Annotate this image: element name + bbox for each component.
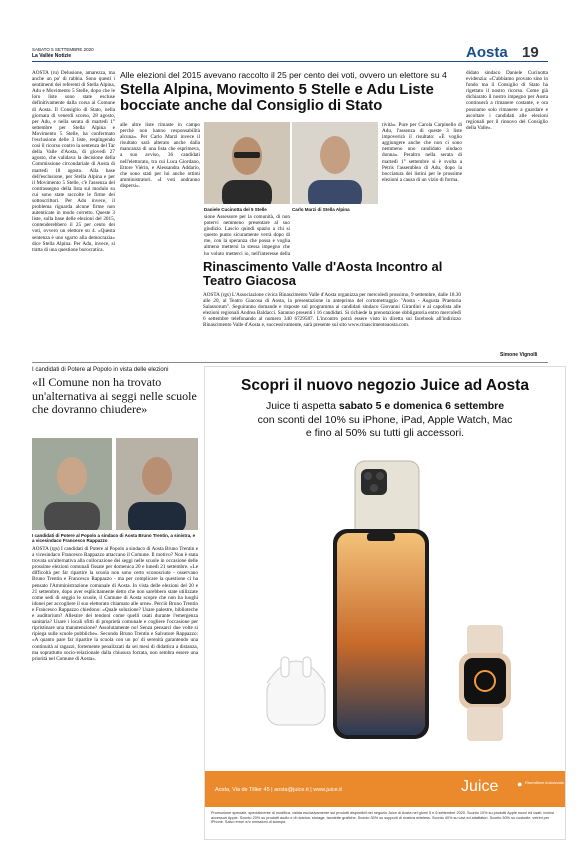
section-title: Aosta bbox=[466, 44, 508, 61]
photo-marzi bbox=[292, 122, 378, 204]
juice-advertisement[interactable] bbox=[204, 366, 566, 840]
ad-title: Scopri il nuovo negozio Juice ad Aosta bbox=[241, 377, 529, 394]
box-body: AOSTA (rgs) I candidati di Potere al Popolo a sindaco di Aosta Bruno Trentin e a vicesindaco Francesco Rappazzo attaccano il Comune. Il motivo? Non è stata trovata un'alternativa alla collocazione dei seggi nelle scuole in occasione delle prossime elezioni comunali fissate per domenica 20 e lunedì 21 settembre. «Le difficoltà per far ripartire la scuola non sono certo sconosciute - osservano Bruno Trentin e Francesco Rappazzo - ma per complicare la questione ci ha pensato l'Amministrazione comunale di Aosta. In vista delle elezioni del 20 e 21 settembre, dopo aver esplicitamente detto che non sarebbero state utilizzate come sedi di seggio le scuole, il Comune di Aosta scopre che non ha luoghi idonei per accogliere il suo elettorato chiamato alle urne». Perciò Bruno Trentin e Francesco Rappazzo chiedono: «Quale soluzione? Usare palestre, biblioteche e auditorium? Allestire dei tendoni come quelli usati durante l'emergenza sanitaria? Usare i locali sfitti di proprietà comunale e cogliere l'occasione per ripristinare una manutenzione? Assolutamente no! Senza pensarci due volte si ripiega sulle scuole pubbliche». Secondo Bruno Trentin e Salvatore Rappazzo: «A quanto pare far ripartire la scuola con un po' di serenità garantendo una continuità ai ragazzi, fortemente penalizzati da sei mesi di didattica a distanza, ma soprattutto socio-relazionale dalla chiusura forzata, non sembra essere una priorità nel Comune di Aosta». bbox=[32, 546, 198, 662]
apple-logo-icon: ● bbox=[517, 779, 523, 789]
portrait-icon bbox=[32, 438, 112, 530]
photo-caption-right: Carlo Marzi di Stella Alpina bbox=[292, 207, 350, 212]
main-col-3: sione Assessore per la comunità, di non potervi nemmeno presentare al suo giudizio. Lascio quindi spazio a chi si questo punto sicuramente verrà dopo di me, con la speranza che possa e voglia almeno mettersi la stessa impegno che ho voluto metterci io, nell'interesse della bbox=[204, 214, 290, 256]
ad-subtitle bbox=[205, 400, 565, 441]
main-col-5: didato sindaco Daniele Cucinotta evidenzia: «C'abbiamo provato sino in fondo ma il Consiglio di Stato ha rigettato il nostro ricorso. Come già dichiarato il nostro impegno per Aosta continuerà a rimanere costante, e ora possiamo solo rimanere a guardare e ascoltare i candidati alle elezioni regionali per il rinnovo del Consiglio della Valle». bbox=[466, 70, 548, 131]
ad-address[interactable]: Aosta, Via de Tillier 45 | aosta@juice.it | www.juice.it bbox=[215, 787, 342, 793]
main-kicker: Alle elezioni del 2015 avevano raccolto il 25 per cento dei voti, ovvero un elettore su 4 bbox=[120, 70, 447, 80]
airpods-icon bbox=[267, 657, 325, 725]
secondary-headline: Rinascimento Valle d'Aosta Incontro al Teatro Giacosa bbox=[203, 259, 443, 288]
iphone-icon bbox=[333, 529, 429, 739]
photo-cucinotta bbox=[204, 122, 290, 204]
photo-caption-left: Daniele Cucinotta del 5 Stelle bbox=[204, 207, 267, 212]
main-col-2: alle altre liste rimaste in campo perchè non hanno responsabilità alcuna». Per Carlo Marzi invece il risultato sarà alterato anche dalla mancanza di una lista che esprimeva, a suo avviso, 36 candidati nell'elettorato, tra cui Luca Giordano, Ettore Viérin, e Alessandra Addario, che sono stati per lui anche ottimi amministratori. «I voti andranno dispersi». bbox=[120, 122, 200, 189]
issue-date: SABATO 5 SETTEMBRE 2020 bbox=[32, 47, 94, 52]
ad-fineprint: Promozione speciale, specialmente di modifica, valida esclusivamente sui prodotti disponibili nel negozio Juice di Aosta nei giorni 5 e 6 settembre 2020. Sconto 10% su prodotti Apple nuovi ed usati, inclusi accessori Apple. Sconto 20% su prodotti audio e di ricarica, storage, tavolette grafiche. Sconto 30% su supporti di ricarica wireless. Sconto 40% su cavi ed adattatori. Sconto 50% su custodie, vetrini per iPhone. Salvo errori e/o omissioni di stampa. bbox=[211, 811, 554, 825]
secondary-body: AOSTA (rgs) L'Associazione civica Rinascimento Valle d'Aosta organizza per mercoledì prossimo, 9 settembre, dalle 18.30 alle 20, al Teatro Giacosa di Aosta, la presentazione in anteprima del cortometraggio "Aosta - Augusta Praetoria Salassorum". Seguiranno domande e risposte sul programma ai candidati sindaco Giovanni Girardini e al capolista alle elezioni regionali Andrea Baldacci. Saranno presenti i 16 candidati. Si richiede la prenotazione obbligatoria entro mercoledì 6 settembre telefonando al numero 340 6729587. L'incontro potrà essere visto in diretta sui facebook all'indirizzo Rinascimento Valle d'Aosta e, successivamente, sarà presente sul sito www.rinascimentoaosta.com. bbox=[203, 292, 461, 329]
photo-trentin bbox=[32, 438, 112, 530]
portrait-icon bbox=[116, 438, 198, 530]
ad-line2: con sconti del 10% su iPhone, iPad, Apple Watch, Mac bbox=[257, 413, 513, 426]
ad-reseller-label: Rivenditore Autorizzato bbox=[525, 781, 565, 785]
box-headline: «Il Comune non ha trovato un'alternativa ai seggi nelle scuole che dovranno chiudere» bbox=[32, 375, 197, 416]
page-number: 19 bbox=[522, 44, 539, 61]
portrait-icon bbox=[204, 122, 290, 204]
main-headline: Stella Alpina, Movimento 5 Stelle e Adu Liste bocciate anche dal Consiglio di Stato bbox=[120, 82, 434, 114]
ad-line1-bold: sabato 5 e domenica 6 settembre bbox=[338, 400, 505, 412]
main-col-3b bbox=[292, 214, 378, 256]
portrait-icon bbox=[292, 122, 378, 204]
box-caption: I candidati di Potere al Popolo a sindaco di Aosta Bruno Trentin, a sinistra, e a vicesindaco Francesco Rappazzo bbox=[32, 533, 196, 544]
main-col-4: tività». Pure per Carola Carpinello di Adu, l'assenza di queste 3 liste impoverirà il risultato: «È voglio aggiungere anche che non ci sono nemmeno uno candidato sindaco donna». Peraltro nella serata di martedì 1° settembre si è svolta a Pétris l'assemblea di Adu, dopo la bocciatura dei listini per le prossime elezioni a causa di un vizio di forma. bbox=[382, 122, 462, 183]
ad-line1-prefix: Juice ti aspetta bbox=[265, 400, 339, 412]
paper-name: La Vallée Notizie bbox=[32, 53, 72, 59]
box-kicker: I candidati di Potere al Popolo in vista delle elezioni bbox=[32, 367, 169, 373]
apple-watch-icon bbox=[459, 625, 511, 741]
main-byline: Simone Vignolli bbox=[500, 352, 538, 358]
photo-rappazzo bbox=[116, 438, 198, 530]
main-col-1: AOSTA (ru) Delusione, amarezza, ma anche un po' di rabbia. Sono questi i sentimenti dei referenti di Stella Alpina, Adu e Movimento 5 Stelle, dopo che le loro liste sono state escluse definitivamente dalla corsa al Comune di Aosta. Il Consiglio di Stato, nella giornata di venerdì scorso, 28 agosto, per Adu, e nella serata di martedì 1° settembre per Stella Alpina e Movimento 5 Stelle, ha confermato l'esclusione delle 3 liste, respingendo così il ricorso contro la sentenza del Tar della Valle d'Aosta, di giovedì 27 agosto, che validava la decisione della Commissione circondariale di Aosta di martedì 18 agosto. Alla base dell'esclusione, per Stella Alpina e per il Movimento 5 Stelle, c'è l'assenza del contrassegno della lista sul modulo su cui sono state raccolte le firme dei sottoscrittori. Per Adu invece, il problema riguarda alcune firme non autenticate in modo corretto. Queste 3 liste, sulla base delle elezioni del 2015, contenderebbero il 25 per cento dei voti, ovvero un elettore su 4. «Questa sentenza è uno sgarro alla democrazia» dice Stella Alpina. Per Adu, invece, si tratta di una questione burocratica. bbox=[32, 70, 115, 253]
header-rule bbox=[32, 61, 548, 62]
juice-logo: Juice bbox=[461, 778, 499, 795]
ad-line3: e fino al 50% su tutti gli accessori. bbox=[305, 427, 465, 439]
section-divider bbox=[32, 362, 548, 363]
ad-products-illustration bbox=[205, 443, 565, 769]
